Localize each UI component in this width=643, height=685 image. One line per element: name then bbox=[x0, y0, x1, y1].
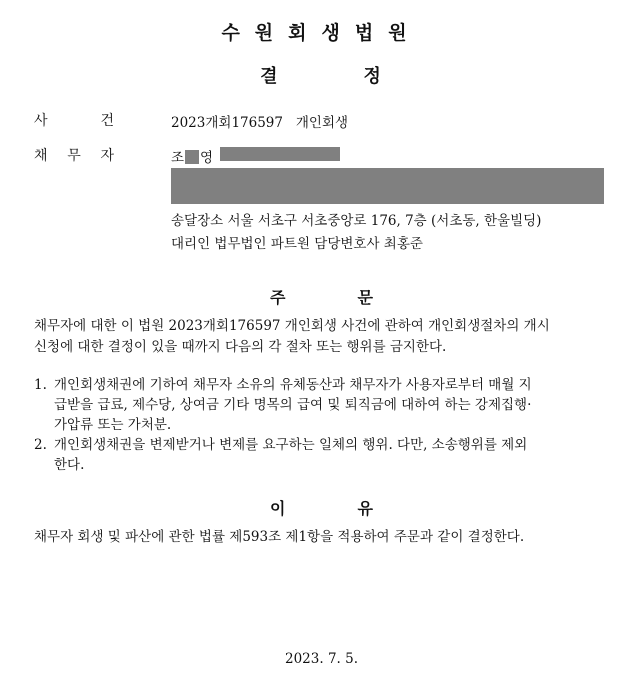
debtor-name-last: 영 bbox=[200, 150, 214, 166]
order-intro-line-1: 채무자에 대한 이 법원 2023개회176597 개인회생 사건에 관하여 개인회생절차의 개시 bbox=[34, 318, 550, 334]
document-type-right: 정 bbox=[363, 66, 383, 87]
order-intro-line-2: 신청에 대한 결정이 있을 때까지 다음의 각 절차 또는 행위를 금지한다. bbox=[34, 339, 447, 355]
document-type-left: 결 bbox=[260, 66, 280, 87]
order-item-2-line-1: 개인회생채권을 변제받거나 변제를 요구하는 일체의 행위. 다만, 소송행위를 제외 bbox=[54, 437, 528, 453]
order-item-2-number: 2. bbox=[34, 437, 47, 453]
debtor-name-first: 조 bbox=[171, 150, 185, 166]
representative: 대리인 법무법인 파트원 담당변호사 최홍준 bbox=[171, 236, 423, 252]
case-label-char-2: 건 bbox=[100, 113, 114, 129]
order-item-1-line-1: 개인회생채권에 기하여 채무자 소유의 유체동산과 채무자가 사용자로부터 매월 지 bbox=[54, 377, 532, 393]
service-address: 송달장소 서울 서초구 서초중앙로 176, 7층 (서초동, 한울빌딩) bbox=[171, 213, 542, 229]
order-item-1 bbox=[34, 375, 604, 441]
debtor-name bbox=[171, 146, 213, 166]
reason-heading bbox=[0, 496, 643, 519]
order-heading-right: 문 bbox=[357, 288, 373, 307]
order-heading-left: 주 bbox=[270, 288, 286, 307]
redaction-block-address bbox=[171, 168, 604, 204]
case-label bbox=[34, 110, 114, 130]
order-item-1-line-3: 가압류 또는 가처분. bbox=[54, 417, 172, 433]
reason-text: 채무자 회생 및 파산에 관한 법률 제593조 제1항을 적용하여 주문과 같이 결정한다. bbox=[34, 529, 525, 545]
debtor-label-char-1: 채 bbox=[34, 148, 48, 164]
reason-heading-right: 유 bbox=[357, 499, 373, 518]
order-heading bbox=[0, 285, 643, 308]
redaction-block-name bbox=[220, 147, 340, 161]
case-number: 2023개회176597 bbox=[171, 115, 283, 131]
reason-heading-left: 이 bbox=[270, 499, 286, 518]
order-item-1-number: 1. bbox=[34, 377, 47, 393]
debtor-label-char-2: 무 bbox=[67, 148, 81, 164]
case-info bbox=[171, 111, 348, 131]
decision-date: 2023. 7. 5. bbox=[285, 651, 358, 667]
debtor-label-char-3: 자 bbox=[100, 148, 114, 164]
document-type bbox=[0, 62, 643, 88]
court-name: 수원회생법원 bbox=[221, 22, 422, 44]
case-type: 개인회생 bbox=[295, 115, 349, 131]
name-redaction bbox=[185, 150, 199, 164]
order-item-2-line-2: 한다. bbox=[54, 457, 85, 473]
debtor-label bbox=[34, 145, 114, 165]
order-item-2 bbox=[34, 435, 604, 479]
order-item-1-line-2: 급받을 급료, 제수당, 상여금 기타 명목의 급여 및 퇴직금에 대하여 하는 강제집행· bbox=[54, 397, 532, 413]
case-label-char-1: 사 bbox=[34, 113, 48, 129]
